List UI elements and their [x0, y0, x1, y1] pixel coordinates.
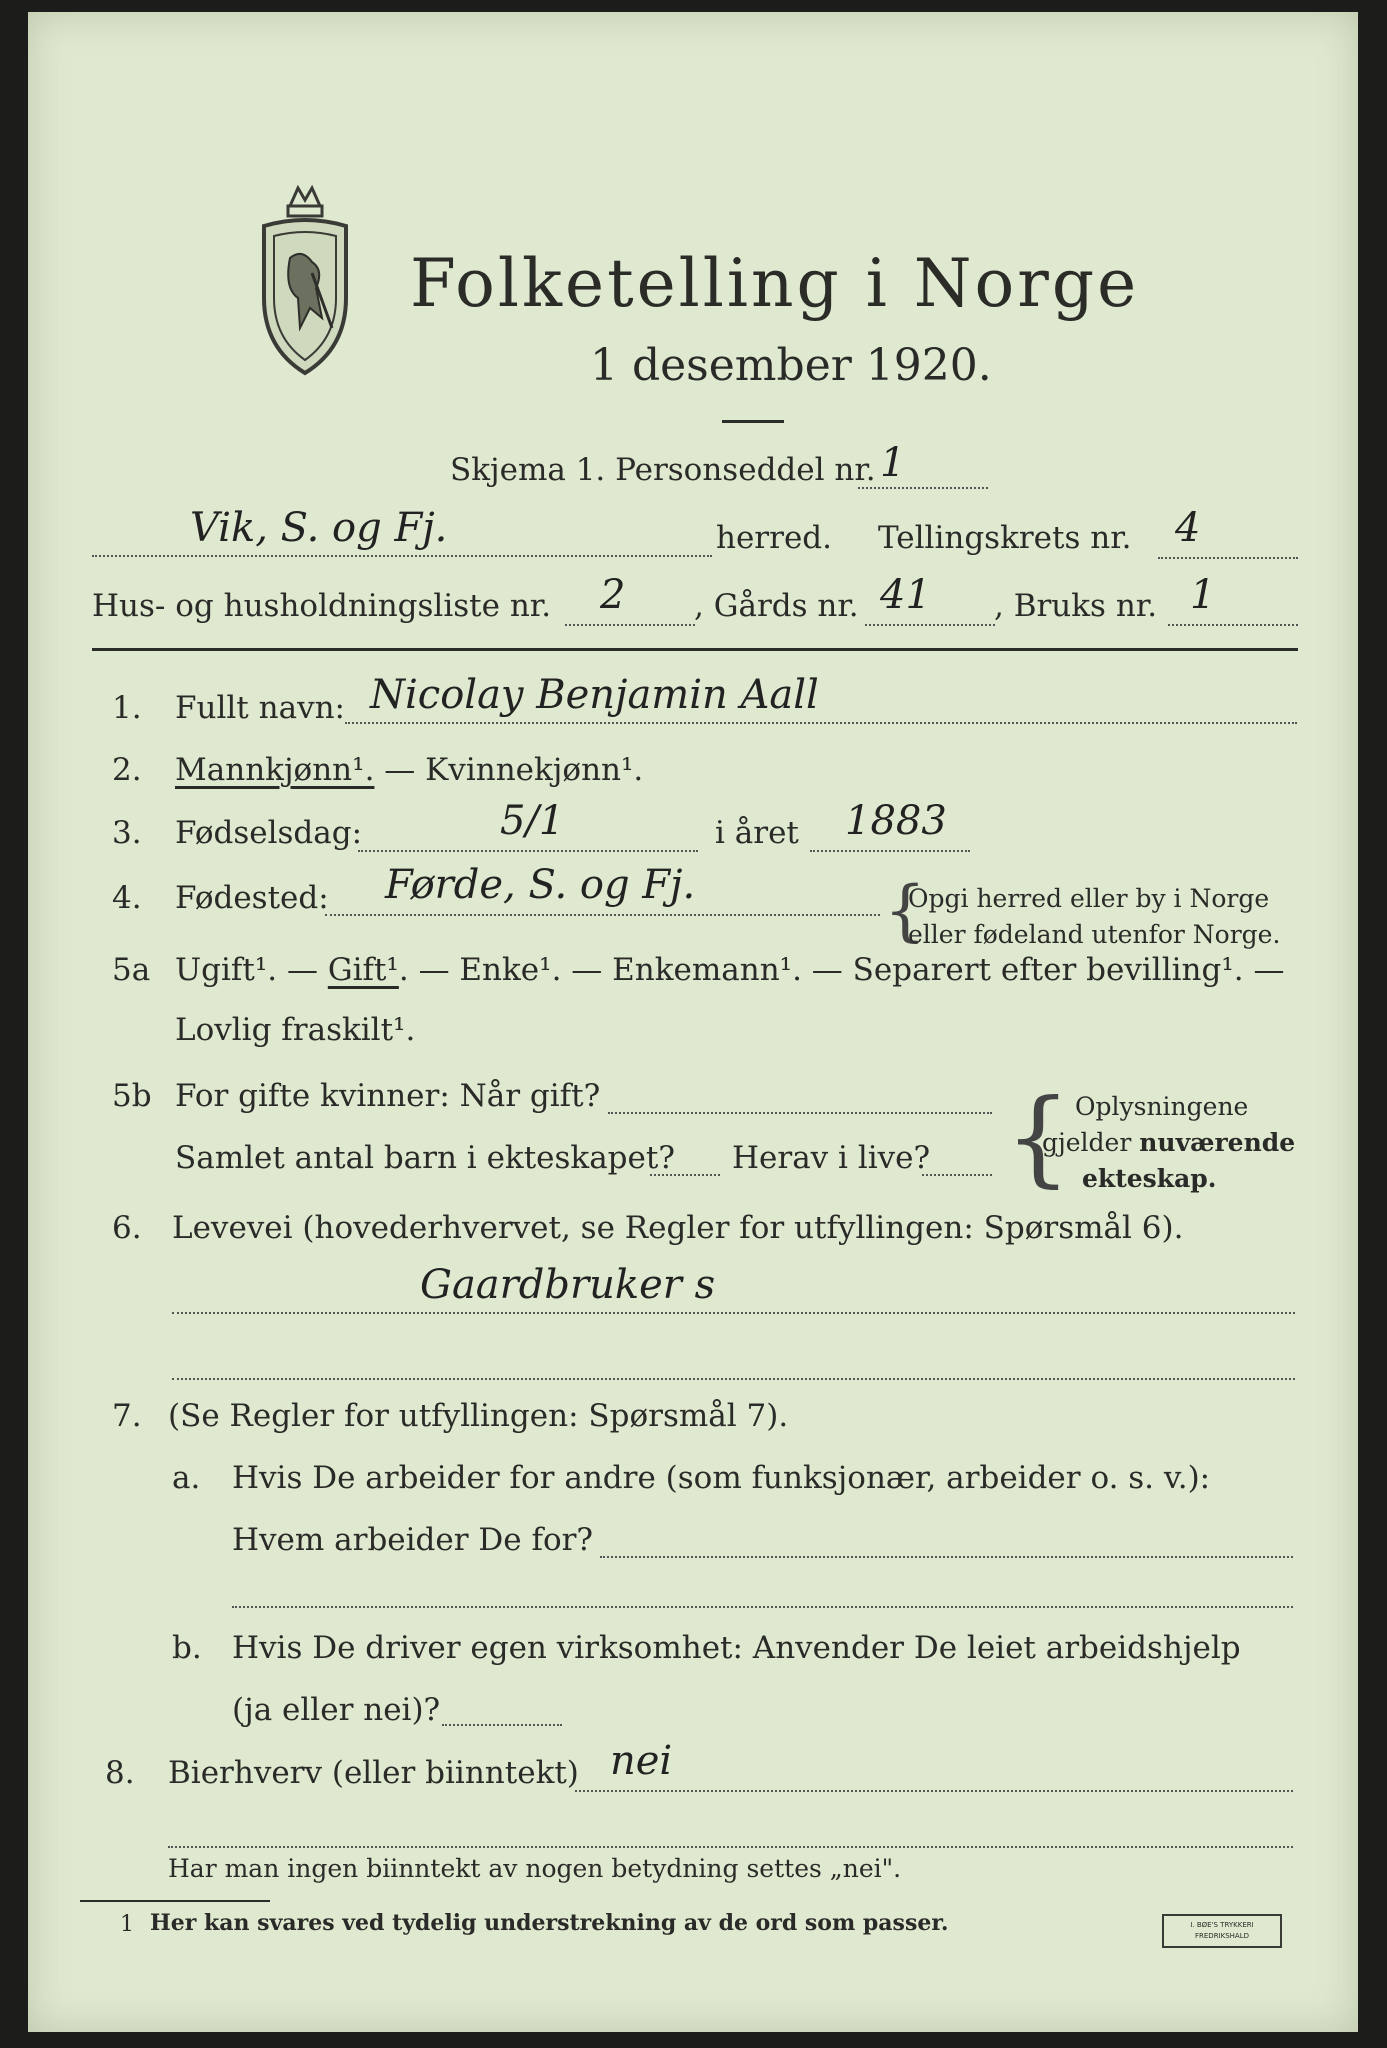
bruks-label: , Bruks nr. [994, 588, 1158, 624]
side-income-field-line [575, 1790, 1293, 1792]
q1-number: 1. [112, 690, 142, 726]
tellingskrets-nr-value[interactable]: 4 [1175, 505, 1201, 551]
norwegian-coat-of-arms-icon [250, 178, 360, 378]
q5b-label-alive: Herav i live? [732, 1140, 931, 1176]
marriage-note-line3: ekteskap. [1082, 1164, 1217, 1193]
q7b-label: Hvis De driver egen virksomhet: Anvender De leiet arbeidshjelp [232, 1630, 1241, 1666]
birthplace-value[interactable]: Førde, S. og Fj. [385, 862, 696, 908]
q8-label: Bierhverv (eller biinntekt) [168, 1755, 579, 1791]
q6-number: 6. [112, 1210, 142, 1246]
side-income-value[interactable]: nei [610, 1738, 673, 1784]
q2-number: 2. [112, 752, 142, 788]
unmarried-option[interactable]: Ugift¹. — [175, 952, 328, 988]
census-date: 1 desember 1920. [590, 340, 992, 391]
herred-value[interactable]: Vik, S. og Fj. [190, 505, 448, 551]
q7a-letter: a. [172, 1460, 201, 1496]
footnote-text: Her kan svares ved tydelig understrekning av de ord som passer. [150, 1910, 949, 1936]
occupation-field-line-1 [172, 1312, 1295, 1314]
q5b-label-children: Samlet antal barn i ekteskapet? [175, 1140, 675, 1176]
no-income-note: Har man ingen biinntekt av nogen betydning settes „nei". [168, 1854, 902, 1883]
children-field-line [650, 1174, 720, 1176]
alive-field-line [922, 1174, 992, 1176]
q5a-number: 5a [112, 952, 151, 988]
q4-label: Fødested: [175, 880, 329, 916]
herred-label: herred. [716, 520, 832, 556]
hus-field-line [565, 624, 695, 626]
form-title: Folketelling i Norge [410, 245, 1140, 322]
printer-stamp [1162, 1914, 1282, 1948]
full-name-value[interactable]: Nicolay Benjamin Aall [370, 672, 819, 718]
birthday-value[interactable]: 5/1 [500, 798, 565, 844]
hired-help-field-line [442, 1724, 562, 1726]
marriage-note-brace: { [1005, 1076, 1072, 1198]
marriage-note-line1: Oplysningene [1075, 1092, 1249, 1121]
year-label: i året [715, 815, 799, 851]
q3-number: 3. [112, 815, 142, 851]
q7b-letter: b. [172, 1630, 202, 1666]
hus-label: Hus- og husholdningsliste nr. [92, 588, 552, 624]
q7a-label: Hvis De arbeider for andre (som funksjonær, arbeider o. s. v.): [232, 1460, 1211, 1496]
q2-label [175, 752, 643, 788]
printer-stamp-line2: FREDRIKSHALD [1194, 1932, 1249, 1940]
male-option-underlined[interactable]: Mannkjønn¹. [175, 752, 375, 788]
side-income-field-line-2 [168, 1846, 1293, 1848]
gards-field-line [865, 624, 995, 626]
tellingskrets-field-line [1158, 557, 1298, 559]
occupation-field-line-2 [172, 1378, 1295, 1380]
hus-nr-value[interactable]: 2 [600, 572, 626, 618]
tellingskrets-label: Tellingskrets nr. [878, 520, 1132, 556]
q5b-label-married-when: For gifte kvinner: Når gift? [175, 1078, 601, 1114]
herred-field-line [92, 555, 712, 557]
q6-label: Levevei (hovederhvervet, se Regler for utfyllingen: Spørsmål 6). [172, 1210, 1184, 1246]
q5b-number: 5b [112, 1078, 152, 1114]
skjema-label: Skjema 1. Personseddel nr. [450, 452, 876, 488]
gards-label: , Gårds nr. [694, 588, 859, 624]
bruks-field-line [1168, 624, 1298, 626]
footnote-marker: 1 [120, 1912, 134, 1937]
q3-label: Fødselsdag: [175, 815, 363, 851]
female-option[interactable]: — Kvinnekjønn¹. [374, 752, 644, 788]
birthday-field-line [358, 850, 698, 852]
title-divider [722, 420, 784, 423]
marriage-note-line2: gjelder nuværende [1042, 1128, 1296, 1157]
gards-nr-value[interactable]: 41 [880, 572, 931, 618]
q1-field-line [345, 722, 1297, 724]
q7a-employer-label: Hvem arbeider De for? [232, 1522, 594, 1558]
q1-label: Fullt navn: [175, 690, 345, 726]
q7b-yes-no-label: (ja eller nei)? [232, 1692, 441, 1728]
q8-number: 8. [105, 1755, 135, 1791]
printer-stamp-line1: I. BØE'S TRYKKERI [1190, 1921, 1254, 1929]
header-rule [92, 648, 1298, 651]
birthplace-note-brace: { [884, 872, 926, 949]
birthplace-note-line2: eller fødeland utenfor Norge. [908, 920, 1281, 949]
q7-number: 7. [112, 1398, 142, 1434]
birth-year-value[interactable]: 1883 [845, 798, 947, 844]
birthplace-note-line1: Opgi herred eller by i Norge [908, 884, 1270, 913]
employer-field-line-1 [600, 1556, 1293, 1558]
personseddel-nr-value[interactable]: 1 [880, 440, 906, 486]
married-option-underlined[interactable]: Gift¹ [327, 952, 399, 988]
bruks-nr-value[interactable]: 1 [1190, 572, 1216, 618]
q4-number: 4. [112, 880, 142, 916]
marital-status-options [175, 952, 1284, 988]
divorced-option[interactable]: Lovlig fraskilt¹. [175, 1012, 416, 1048]
birthplace-field-line [325, 914, 880, 916]
q7-label: (Se Regler for utfyllingen: Spørsmål 7). [168, 1398, 789, 1434]
other-status-options[interactable]: . — Enke¹. — Enkemann¹. — Separert efter bevilling¹. — [398, 952, 1285, 988]
married-when-field-line [608, 1112, 992, 1114]
occupation-value[interactable]: Gaardbruker s [420, 1262, 716, 1308]
footnote-rule [80, 1900, 270, 1902]
year-field-line [810, 850, 970, 852]
employer-field-line-2 [232, 1606, 1293, 1608]
personseddel-field-line [858, 487, 988, 489]
